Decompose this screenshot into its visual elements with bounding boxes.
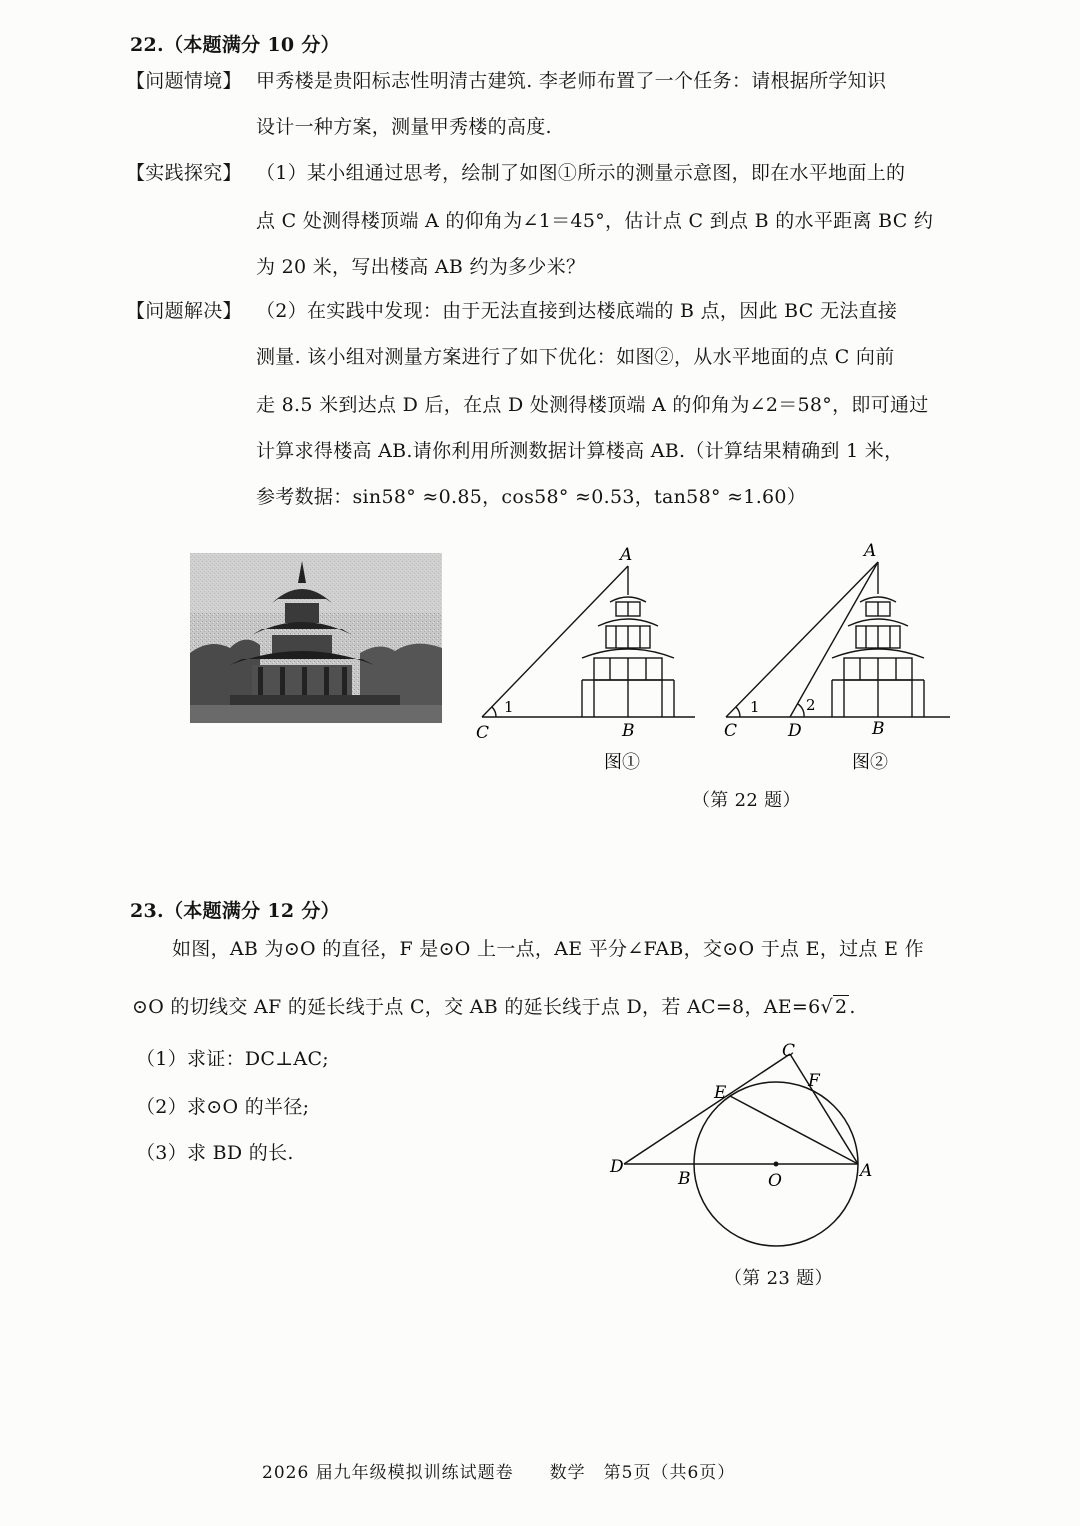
- q22-solve-line3: 走 8.5 米到达点 D 后，在点 D 处测得楼顶端 A 的仰角为∠2＝58°，即可通过: [256, 394, 929, 416]
- q22-explore-tag: 【实践探究】: [126, 162, 242, 184]
- fig2-angle-2: 2: [806, 696, 816, 714]
- figure-1: [470, 540, 710, 800]
- q22-solve-tag: 【问题解决】: [126, 300, 242, 322]
- q23-stem-line2: ⊙O 的切线交 AF 的延长线于点 C，交 AB 的延长线于点 D，若 AC=8，AE=6√ 2 .: [132, 996, 856, 1018]
- q22-figure-caption: （第 22 题）: [692, 790, 801, 811]
- fig23-label-o: O: [768, 1171, 782, 1191]
- fig1-label-c: C: [476, 723, 490, 743]
- fig2-label-c: C: [724, 721, 738, 741]
- q22-heading: 22.（本题满分 10 分）: [130, 34, 340, 56]
- fig2-angle-1: 1: [750, 698, 760, 716]
- fig2-label-b: B: [872, 719, 885, 739]
- jiaxiu-tower-photo: [190, 553, 442, 723]
- fig23-label-e: E: [714, 1083, 727, 1103]
- q22-solve-line5: 参考数据：sin58° ≈0.85，cos58° ≈0.53，tan58° ≈1.60）: [256, 486, 807, 508]
- figure-23: [600, 1030, 890, 1300]
- fig23-label-b: B: [678, 1169, 691, 1189]
- q22-explore-line3: 为 20 米，写出楼高 AB 约为多少米？: [256, 256, 586, 278]
- fig2-label-a: A: [864, 541, 877, 561]
- q22-situation-tag: 【问题情境】: [126, 70, 242, 92]
- fig23-label-a: A: [860, 1161, 873, 1181]
- q23-part3: （3）求 BD 的长.: [136, 1142, 294, 1164]
- page-footer: 2026 届九年级模拟训练试题卷 数学 第5页（共6页）: [262, 1463, 736, 1483]
- fig1-label-a: A: [620, 545, 633, 565]
- fig1-angle-1: 1: [504, 698, 514, 716]
- q22-solve-line1: （2）在实践中发现：由于无法直接到达楼底端的 B 点，因此 BC 无法直接: [256, 300, 898, 322]
- fig1-label-b: B: [622, 721, 635, 741]
- fig2-label-d: D: [788, 721, 802, 741]
- q22-explore-line1: （1）某小组通过思考，绘制了如图①所示的测量示意图，即在水平地面上的: [256, 162, 906, 184]
- center-point-o: [774, 1162, 779, 1167]
- q23-figure-caption: （第 23 题）: [724, 1268, 833, 1289]
- q22-situation-line2: 设计一种方案，测量甲秀楼的高度.: [256, 116, 552, 138]
- fig1-caption: 图①: [604, 752, 640, 773]
- fig2-caption: 图②: [852, 752, 888, 773]
- figure-2: [718, 536, 958, 800]
- q23-stem-line1: 如图，AB 为⊙O 的直径，F 是⊙O 上一点，AE 平分∠FAB，交⊙O 于点 E，过点 E 作: [172, 938, 924, 960]
- fig23-label-f: F: [808, 1071, 820, 1091]
- q22-solve-line2: 测量. 该小组对测量方案进行了如下优化：如图②，从水平地面的点 C 向前: [256, 346, 895, 368]
- q22-situation-line1: 甲秀楼是贵阳标志性明清古建筑. 李老师布置了一个任务：请根据所学知识: [256, 70, 887, 92]
- q22-explore-line2: 点 C 处测得楼顶端 A 的仰角为∠1＝45°，估计点 C 到点 B 的水平距离 BC 约: [256, 210, 934, 232]
- fig23-label-d: D: [610, 1157, 624, 1177]
- q23-part2: （2）求⊙O 的半径;: [136, 1096, 310, 1118]
- fig23-label-c: C: [782, 1041, 796, 1061]
- q23-heading: 23.（本题满分 12 分）: [130, 900, 340, 922]
- q23-part1: （1）求证：DC⊥AC;: [136, 1048, 329, 1070]
- q22-solve-line4: 计算求得楼高 AB.请你利用所测数据计算楼高 AB.（计算结果精确到 1 米，: [256, 440, 904, 462]
